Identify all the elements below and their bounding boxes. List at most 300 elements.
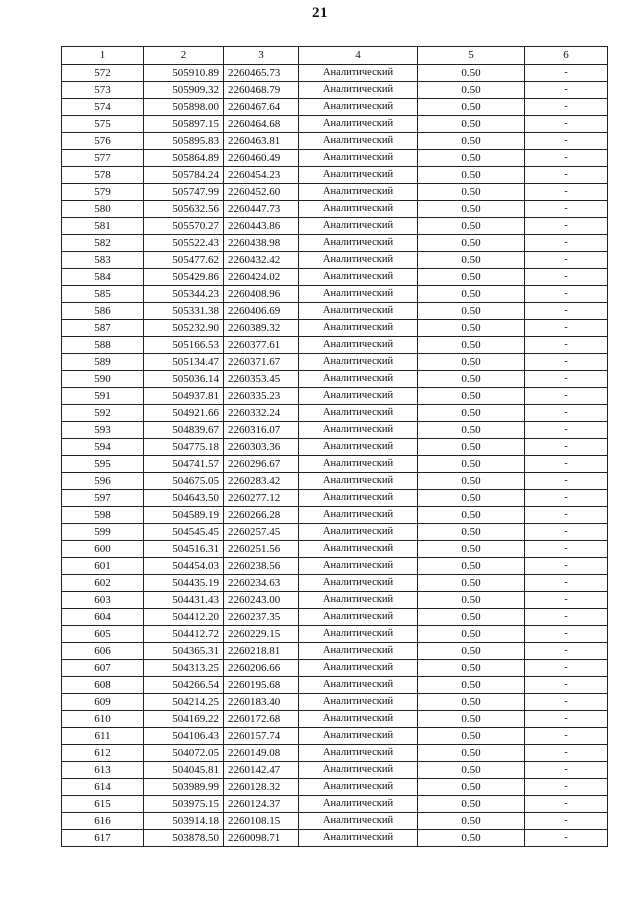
table-row — [62, 592, 608, 609]
coord-y-cell: 2260277.12 — [224, 490, 299, 507]
coord-y-cell: 2260206.66 — [224, 660, 299, 677]
table-row — [62, 490, 608, 507]
note-cell: - — [525, 762, 608, 779]
coord-y-cell: 2260172.68 — [224, 711, 299, 728]
table-row — [62, 473, 608, 490]
note-cell: - — [525, 82, 608, 99]
note-cell: - — [525, 65, 608, 82]
col-y-header: 3 — [224, 47, 299, 65]
note-cell: - — [525, 541, 608, 558]
coord-y-cell: 2260377.61 — [224, 337, 299, 354]
accuracy-cell: 0.50 — [418, 779, 525, 796]
coord-x-cell: 504412.20 — [144, 609, 224, 626]
method-cell: Аналитический — [299, 405, 418, 422]
coord-x-cell: 505897.15 — [144, 116, 224, 133]
accuracy-cell: 0.50 — [418, 711, 525, 728]
coord-x-cell: 505784.24 — [144, 167, 224, 184]
point-number-cell: 612 — [62, 745, 144, 762]
accuracy-cell: 0.50 — [418, 422, 525, 439]
table-row — [62, 626, 608, 643]
table-row — [62, 694, 608, 711]
table-row — [62, 660, 608, 677]
col-method-header: 4 — [299, 47, 418, 65]
table-row — [62, 218, 608, 235]
table-row — [62, 507, 608, 524]
method-cell: Аналитический — [299, 490, 418, 507]
table-row — [62, 252, 608, 269]
coord-y-cell: 2260183.40 — [224, 694, 299, 711]
table-row — [62, 235, 608, 252]
point-number-cell: 597 — [62, 490, 144, 507]
coord-x-cell: 503989.99 — [144, 779, 224, 796]
table-header — [62, 47, 608, 65]
note-cell: - — [525, 354, 608, 371]
coord-x-cell: 503975.15 — [144, 796, 224, 813]
note-cell: - — [525, 133, 608, 150]
note-cell: - — [525, 524, 608, 541]
col-x-header: 2 — [144, 47, 224, 65]
method-cell: Аналитический — [299, 133, 418, 150]
accuracy-cell: 0.50 — [418, 167, 525, 184]
accuracy-cell: 0.50 — [418, 320, 525, 337]
note-cell: - — [525, 473, 608, 490]
note-cell: - — [525, 167, 608, 184]
coord-x-cell: 505910.89 — [144, 65, 224, 82]
table-row — [62, 167, 608, 184]
accuracy-cell: 0.50 — [418, 235, 525, 252]
method-cell: Аналитический — [299, 116, 418, 133]
table-row — [62, 82, 608, 99]
accuracy-cell: 0.50 — [418, 796, 525, 813]
method-cell: Аналитический — [299, 626, 418, 643]
method-cell: Аналитический — [299, 439, 418, 456]
coord-y-cell: 2260468.79 — [224, 82, 299, 99]
method-cell: Аналитический — [299, 354, 418, 371]
table-row — [62, 609, 608, 626]
coord-x-cell: 505895.83 — [144, 133, 224, 150]
accuracy-cell: 0.50 — [418, 490, 525, 507]
point-number-cell: 594 — [62, 439, 144, 456]
point-number-cell: 601 — [62, 558, 144, 575]
coord-y-cell: 2260332.24 — [224, 405, 299, 422]
coord-x-cell: 504545.45 — [144, 524, 224, 541]
note-cell: - — [525, 388, 608, 405]
method-cell: Аналитический — [299, 541, 418, 558]
note-cell: - — [525, 371, 608, 388]
accuracy-cell: 0.50 — [418, 218, 525, 235]
note-cell: - — [525, 286, 608, 303]
col-note-header: 6 — [525, 47, 608, 65]
table-row — [62, 337, 608, 354]
coord-x-cell: 504675.05 — [144, 473, 224, 490]
point-number-cell: 577 — [62, 150, 144, 167]
note-cell: - — [525, 626, 608, 643]
coord-x-cell: 505477.62 — [144, 252, 224, 269]
note-cell: - — [525, 320, 608, 337]
note-cell: - — [525, 711, 608, 728]
point-number-cell: 598 — [62, 507, 144, 524]
point-number-cell: 590 — [62, 371, 144, 388]
coord-x-cell: 504937.81 — [144, 388, 224, 405]
coord-y-cell: 2260296.67 — [224, 456, 299, 473]
coord-x-cell: 505864.89 — [144, 150, 224, 167]
coord-x-cell: 504045.81 — [144, 762, 224, 779]
coord-x-cell: 505632.56 — [144, 201, 224, 218]
point-number-cell: 588 — [62, 337, 144, 354]
method-cell: Аналитический — [299, 558, 418, 575]
accuracy-cell: 0.50 — [418, 337, 525, 354]
coord-x-cell: 504072.05 — [144, 745, 224, 762]
coord-x-cell: 503914.18 — [144, 813, 224, 830]
method-cell: Аналитический — [299, 677, 418, 694]
table-row — [62, 779, 608, 796]
accuracy-cell: 0.50 — [418, 609, 525, 626]
table-row — [62, 524, 608, 541]
point-number-cell: 603 — [62, 592, 144, 609]
coord-y-cell: 2260432.42 — [224, 252, 299, 269]
accuracy-cell: 0.50 — [418, 65, 525, 82]
method-cell: Аналитический — [299, 796, 418, 813]
note-cell: - — [525, 609, 608, 626]
accuracy-cell: 0.50 — [418, 82, 525, 99]
note-cell: - — [525, 235, 608, 252]
coord-x-cell: 504266.54 — [144, 677, 224, 694]
page-number: 21 — [312, 5, 328, 21]
table-row — [62, 643, 608, 660]
coord-y-cell: 2260157.74 — [224, 728, 299, 745]
method-cell: Аналитический — [299, 235, 418, 252]
coord-x-cell: 505570.27 — [144, 218, 224, 235]
coord-x-cell: 505232.90 — [144, 320, 224, 337]
point-number-cell: 580 — [62, 201, 144, 218]
coord-x-cell: 504412.72 — [144, 626, 224, 643]
accuracy-cell: 0.50 — [418, 456, 525, 473]
table-row — [62, 422, 608, 439]
note-cell: - — [525, 405, 608, 422]
coord-y-cell: 2260218.81 — [224, 643, 299, 660]
table-row — [62, 541, 608, 558]
point-number-cell: 589 — [62, 354, 144, 371]
table-row — [62, 116, 608, 133]
point-number-cell: 595 — [62, 456, 144, 473]
accuracy-cell: 0.50 — [418, 252, 525, 269]
coord-y-cell: 2260108.15 — [224, 813, 299, 830]
point-number-cell: 604 — [62, 609, 144, 626]
accuracy-cell: 0.50 — [418, 507, 525, 524]
coord-x-cell: 504741.57 — [144, 456, 224, 473]
method-cell: Аналитический — [299, 762, 418, 779]
coord-x-cell: 505331.38 — [144, 303, 224, 320]
point-number-cell: 600 — [62, 541, 144, 558]
accuracy-cell: 0.50 — [418, 133, 525, 150]
accuracy-cell: 0.50 — [418, 150, 525, 167]
accuracy-cell: 0.50 — [418, 439, 525, 456]
note-cell: - — [525, 558, 608, 575]
coord-x-cell: 505166.53 — [144, 337, 224, 354]
coord-y-cell: 2260467.64 — [224, 99, 299, 116]
method-cell: Аналитический — [299, 609, 418, 626]
method-cell: Аналитический — [299, 422, 418, 439]
table-row — [62, 796, 608, 813]
accuracy-cell: 0.50 — [418, 473, 525, 490]
table-row — [62, 184, 608, 201]
coord-y-cell: 2260257.45 — [224, 524, 299, 541]
coord-x-cell: 504454.03 — [144, 558, 224, 575]
coord-y-cell: 2260408.96 — [224, 286, 299, 303]
point-number-cell: 599 — [62, 524, 144, 541]
point-number-cell: 583 — [62, 252, 144, 269]
coord-x-cell: 504313.25 — [144, 660, 224, 677]
method-cell: Аналитический — [299, 524, 418, 541]
point-number-cell: 610 — [62, 711, 144, 728]
table-row — [62, 762, 608, 779]
coord-y-cell: 2260454.23 — [224, 167, 299, 184]
accuracy-cell: 0.50 — [418, 762, 525, 779]
accuracy-cell: 0.50 — [418, 728, 525, 745]
method-cell: Аналитический — [299, 371, 418, 388]
coord-x-cell: 504435.19 — [144, 575, 224, 592]
accuracy-cell: 0.50 — [418, 99, 525, 116]
coord-x-cell: 505898.00 — [144, 99, 224, 116]
coord-y-cell: 2260229.15 — [224, 626, 299, 643]
coord-x-cell: 504214.25 — [144, 694, 224, 711]
coord-y-cell: 2260406.69 — [224, 303, 299, 320]
note-cell: - — [525, 694, 608, 711]
method-cell: Аналитический — [299, 643, 418, 660]
point-number-cell: 608 — [62, 677, 144, 694]
coord-x-cell: 505344.23 — [144, 286, 224, 303]
note-cell: - — [525, 592, 608, 609]
coord-y-cell: 2260266.28 — [224, 507, 299, 524]
method-cell: Аналитический — [299, 388, 418, 405]
note-cell: - — [525, 269, 608, 286]
method-cell: Аналитический — [299, 337, 418, 354]
point-number-cell: 596 — [62, 473, 144, 490]
coord-y-cell: 2260098.71 — [224, 830, 299, 847]
coord-y-cell: 2260195.68 — [224, 677, 299, 694]
coord-x-cell: 504775.18 — [144, 439, 224, 456]
point-number-cell: 616 — [62, 813, 144, 830]
note-cell: - — [525, 813, 608, 830]
coord-x-cell: 504839.67 — [144, 422, 224, 439]
note-cell: - — [525, 252, 608, 269]
method-cell: Аналитический — [299, 286, 418, 303]
coord-y-cell: 2260371.67 — [224, 354, 299, 371]
table-row — [62, 677, 608, 694]
method-cell: Аналитический — [299, 711, 418, 728]
note-cell: - — [525, 337, 608, 354]
coord-y-cell: 2260128.32 — [224, 779, 299, 796]
point-number-cell: 592 — [62, 405, 144, 422]
method-cell: Аналитический — [299, 303, 418, 320]
accuracy-cell: 0.50 — [418, 184, 525, 201]
note-cell: - — [525, 439, 608, 456]
accuracy-cell: 0.50 — [418, 524, 525, 541]
table-row — [62, 558, 608, 575]
accuracy-cell: 0.50 — [418, 541, 525, 558]
method-cell: Аналитический — [299, 167, 418, 184]
table-row — [62, 711, 608, 728]
accuracy-cell: 0.50 — [418, 269, 525, 286]
col-accuracy-header: 5 — [418, 47, 525, 65]
point-number-cell: 607 — [62, 660, 144, 677]
table-row — [62, 745, 608, 762]
note-cell: - — [525, 303, 608, 320]
coord-y-cell: 2260389.32 — [224, 320, 299, 337]
method-cell: Аналитический — [299, 82, 418, 99]
accuracy-cell: 0.50 — [418, 558, 525, 575]
accuracy-cell: 0.50 — [418, 592, 525, 609]
table-row — [62, 201, 608, 218]
coord-x-cell: 504106.43 — [144, 728, 224, 745]
coord-y-cell: 2260149.08 — [224, 745, 299, 762]
coord-x-cell: 504921.66 — [144, 405, 224, 422]
accuracy-cell: 0.50 — [418, 303, 525, 320]
coord-y-cell: 2260124.37 — [224, 796, 299, 813]
point-number-cell: 578 — [62, 167, 144, 184]
point-number-cell: 617 — [62, 830, 144, 847]
point-number-cell: 574 — [62, 99, 144, 116]
method-cell: Аналитический — [299, 830, 418, 847]
note-cell: - — [525, 643, 608, 660]
note-cell: - — [525, 456, 608, 473]
table-row — [62, 371, 608, 388]
method-cell: Аналитический — [299, 269, 418, 286]
accuracy-cell: 0.50 — [418, 575, 525, 592]
table-row — [62, 269, 608, 286]
note-cell: - — [525, 116, 608, 133]
accuracy-cell: 0.50 — [418, 116, 525, 133]
header-row — [62, 47, 608, 65]
method-cell: Аналитический — [299, 575, 418, 592]
coord-y-cell: 2260353.45 — [224, 371, 299, 388]
method-cell: Аналитический — [299, 728, 418, 745]
method-cell: Аналитический — [299, 201, 418, 218]
note-cell: - — [525, 660, 608, 677]
coord-y-cell: 2260234.63 — [224, 575, 299, 592]
coord-y-cell: 2260447.73 — [224, 201, 299, 218]
point-number-cell: 593 — [62, 422, 144, 439]
accuracy-cell: 0.50 — [418, 354, 525, 371]
table-row — [62, 354, 608, 371]
method-cell: Аналитический — [299, 592, 418, 609]
note-cell: - — [525, 201, 608, 218]
coord-y-cell: 2260452.60 — [224, 184, 299, 201]
point-number-cell: 605 — [62, 626, 144, 643]
point-number-cell: 602 — [62, 575, 144, 592]
accuracy-cell: 0.50 — [418, 677, 525, 694]
method-cell: Аналитический — [299, 252, 418, 269]
accuracy-cell: 0.50 — [418, 660, 525, 677]
method-cell: Аналитический — [299, 507, 418, 524]
note-cell: - — [525, 507, 608, 524]
method-cell: Аналитический — [299, 473, 418, 490]
point-number-cell: 591 — [62, 388, 144, 405]
coord-y-cell: 2260237.35 — [224, 609, 299, 626]
coord-x-cell: 505134.47 — [144, 354, 224, 371]
coord-y-cell: 2260238.56 — [224, 558, 299, 575]
table-row — [62, 456, 608, 473]
note-cell: - — [525, 728, 608, 745]
coord-y-cell: 2260443.86 — [224, 218, 299, 235]
method-cell: Аналитический — [299, 320, 418, 337]
method-cell: Аналитический — [299, 813, 418, 830]
coord-x-cell: 504365.31 — [144, 643, 224, 660]
accuracy-cell: 0.50 — [418, 388, 525, 405]
col-number-header: 1 — [62, 47, 144, 65]
method-cell: Аналитический — [299, 218, 418, 235]
note-cell: - — [525, 745, 608, 762]
coord-y-cell: 2260463.81 — [224, 133, 299, 150]
table-row — [62, 405, 608, 422]
coord-x-cell: 504589.19 — [144, 507, 224, 524]
note-cell: - — [525, 422, 608, 439]
accuracy-cell: 0.50 — [418, 694, 525, 711]
point-number-cell: 614 — [62, 779, 144, 796]
note-cell: - — [525, 218, 608, 235]
note-cell: - — [525, 779, 608, 796]
coord-x-cell: 505036.14 — [144, 371, 224, 388]
coord-x-cell: 505429.86 — [144, 269, 224, 286]
accuracy-cell: 0.50 — [418, 643, 525, 660]
method-cell: Аналитический — [299, 456, 418, 473]
table-row — [62, 728, 608, 745]
coord-x-cell: 505747.99 — [144, 184, 224, 201]
method-cell: Аналитический — [299, 745, 418, 762]
accuracy-cell: 0.50 — [418, 286, 525, 303]
point-number-cell: 576 — [62, 133, 144, 150]
accuracy-cell: 0.50 — [418, 813, 525, 830]
table-row — [62, 286, 608, 303]
table-body — [62, 65, 608, 847]
point-number-cell: 586 — [62, 303, 144, 320]
point-number-cell: 609 — [62, 694, 144, 711]
coord-y-cell: 2260424.02 — [224, 269, 299, 286]
coord-x-cell: 504431.43 — [144, 592, 224, 609]
table-row — [62, 99, 608, 116]
note-cell: - — [525, 490, 608, 507]
point-number-cell: 585 — [62, 286, 144, 303]
coord-y-cell: 2260316.07 — [224, 422, 299, 439]
point-number-cell: 587 — [62, 320, 144, 337]
point-number-cell: 615 — [62, 796, 144, 813]
accuracy-cell: 0.50 — [418, 830, 525, 847]
method-cell: Аналитический — [299, 779, 418, 796]
point-number-cell: 579 — [62, 184, 144, 201]
table-row — [62, 303, 608, 320]
note-cell: - — [525, 150, 608, 167]
coord-x-cell: 504516.31 — [144, 541, 224, 558]
method-cell: Аналитический — [299, 99, 418, 116]
note-cell: - — [525, 830, 608, 847]
point-number-cell: 613 — [62, 762, 144, 779]
point-number-cell: 582 — [62, 235, 144, 252]
accuracy-cell: 0.50 — [418, 745, 525, 762]
table-row — [62, 150, 608, 167]
coord-x-cell: 504643.50 — [144, 490, 224, 507]
coord-y-cell: 2260465.73 — [224, 65, 299, 82]
method-cell: Аналитический — [299, 150, 418, 167]
table-row — [62, 575, 608, 592]
coord-y-cell: 2260243.00 — [224, 592, 299, 609]
coord-y-cell: 2260283.42 — [224, 473, 299, 490]
note-cell: - — [525, 99, 608, 116]
coordinates-table — [61, 46, 608, 847]
point-number-cell: 581 — [62, 218, 144, 235]
note-cell: - — [525, 796, 608, 813]
method-cell: Аналитический — [299, 65, 418, 82]
method-cell: Аналитический — [299, 660, 418, 677]
